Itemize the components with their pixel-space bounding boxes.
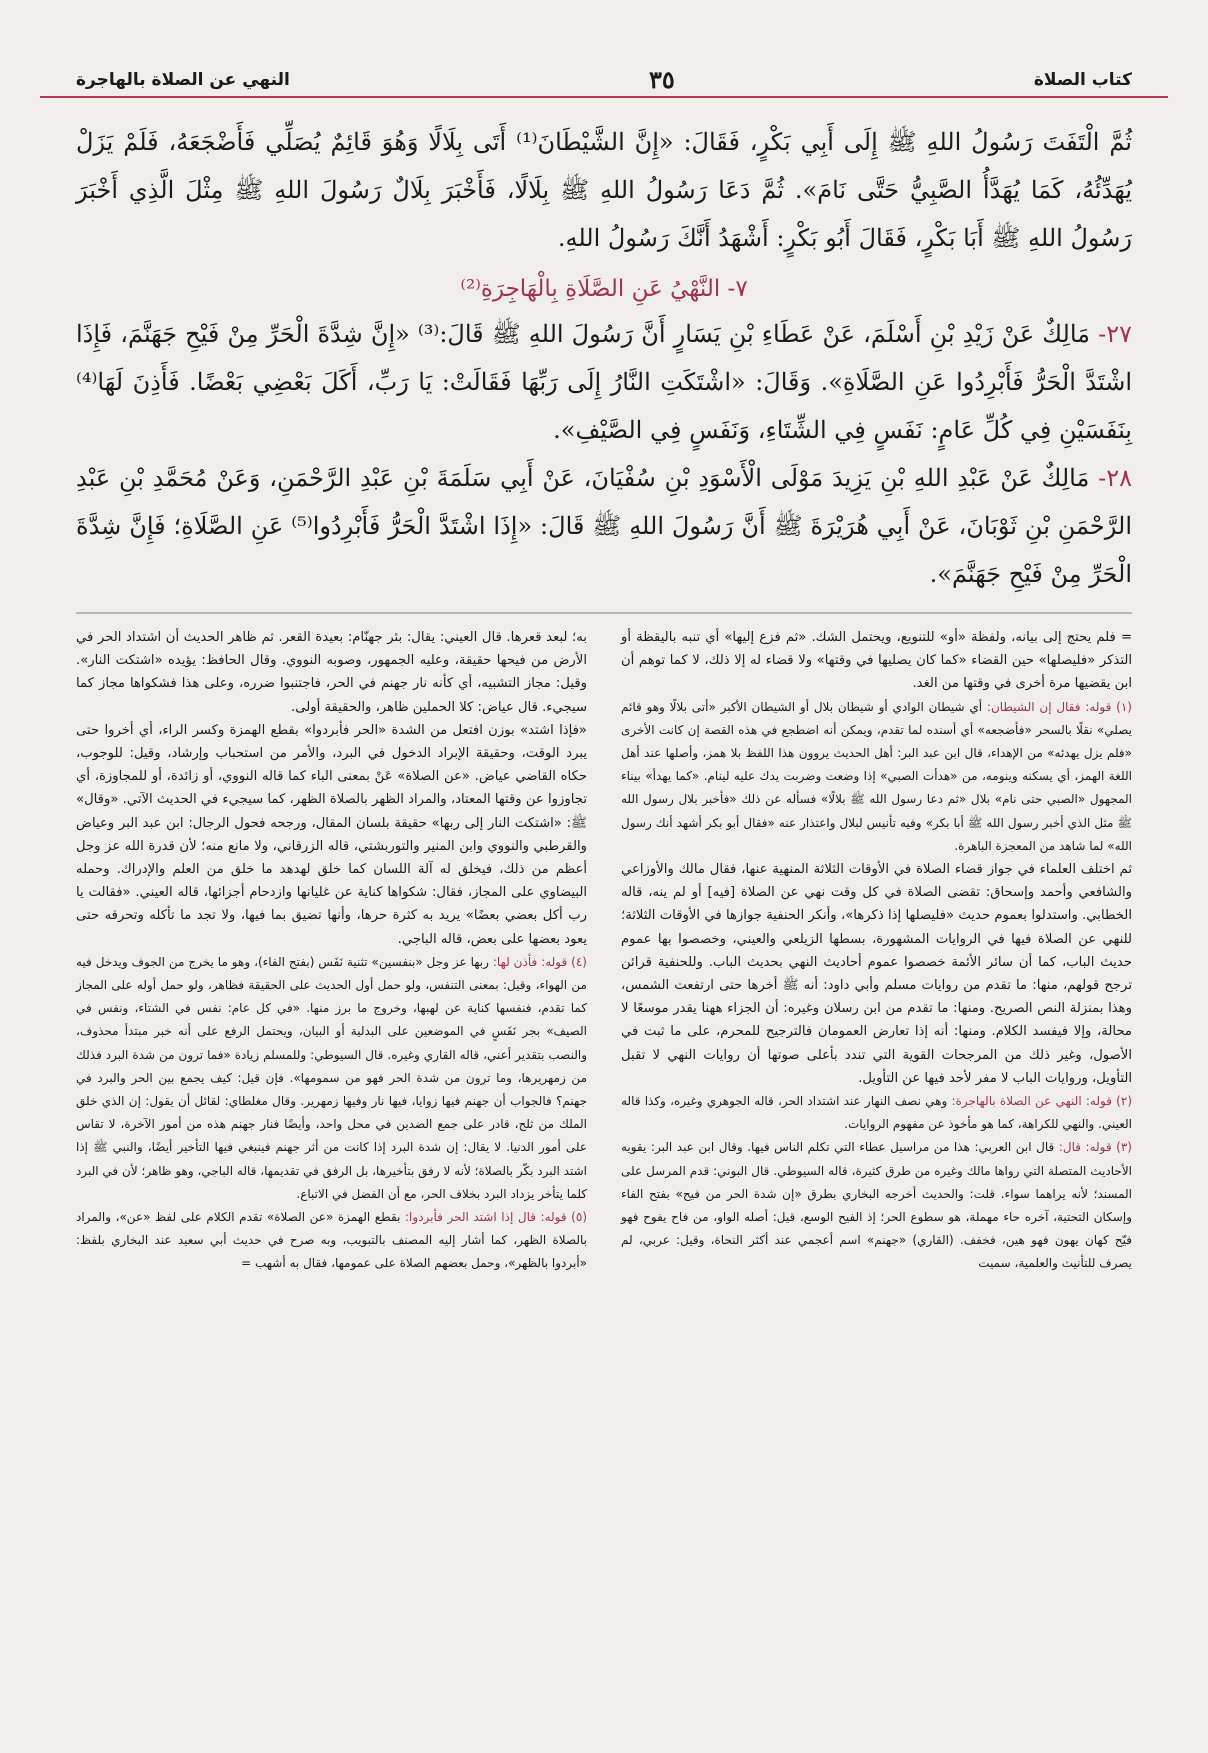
footnote-text: بقطع الهمزة «عن الصلاة» تقدم الكلام على لفظ «عن»، والمراد بالصلاة الظهر، كما أشار إليه المصنف بالتبويب، وبه صرح في حديث أبي سعيد عند البخاري بلفظ: «أبردوا بالظهر»، وحمل بعضهم الصلاة على عمومها، فقال به أشهب =: [76, 1210, 587, 1271]
footnote-4: [76, 951, 587, 1206]
footnote-1: [621, 696, 1132, 858]
footnote-text: أي شيطان الوادي أو شيطان بلال أو الشيطان الأكبر «أتى بلالًا وهو قائم يصلي» نقلًا بالسحر «فأضجعه» أي أسنده لما تقدم، ويمكن أنه اضطجع في هذه القصة إن كانت الأخرى «فلم يزل يهدئه» من الإهداء، قال ابن عبد البر: أهل الحديث يروون هذا اللفظ بلا همز، وأصلها عند أهل اللغة الهمز، أي يسكنه وينومه، من «هدأت الصبي» إذا وضعت وضربت يدك عليه لينام. «كما يهدأ» بيناء المجهول «الصبي حتى نام» بلال «ثم دعا رسول الله ﷺ بلالًا» فسأله عن ذلك «فأخبر بلال رسول الله ﷺ مثل الذي أخبر رسول الله ﷺ أبا بكر» وفيه تأنيس لبلال واعتذار عنه «فقال أبو بكر أشهد أنك رسول الله» لما شاهد من المعجزة الباهرة.: [621, 699, 1132, 853]
footnote-text: قال ابن العربي: هذا من مراسيل عطاء التي تكلم الناس فيها. وقال ابن عبد البر: يقويه الأحاديث المتصلة التي رواها مالك وغيره من طرق كثيرة، قاله السيوطي. قال البوني: قدم المرسل على المسند؛ لأنه يراهما سواء. قلت: والحديث أخرجه البخاري بطرق «إن شدة الحر من فيح» بفتح الفاء وإسكان التحتية، آخره حاء مهملة، هو سطوع الحر؛ إذ الفيح الوسع، قيل: أصله الواو، من فاح يفوح فهو فيّح كهان يهون فهو هين، فخفف. (القاري) «جهنم» اسم أعجمي عند أكثر النحاة، وقيل: عربي، لم يصرف للتأنيث والعلمية، سميت: [621, 1140, 1132, 1271]
footnote-label: (٥) قوله: قال إذا اشتد الحر فأبردوا:: [405, 1210, 587, 1225]
commentary-left-column: [76, 626, 587, 1276]
commentary-right-column: [621, 626, 1132, 1276]
hadith-28: [76, 454, 1132, 598]
note-text: به؛ لبعد قعرها. قال العيني: يقال: بئر جهنّام: بعيدة القعر. ثم ظاهر الحديث أن اشتداد الحر في الأرض من فيحها حقيقة، وعليه الجمهور، وصوبه النووي. وقال الحافظ: يؤيده «اشتكت النار». وقيل: مجاز التشبيه، أي كأنه نار جهنم في الحر، فاجتنبوا ضرره، وعلى هذا فشكواها مجاز كما سيجيء. قال عياض: كلا الحملين ظاهر، والحقيقة أولى.: [76, 630, 587, 715]
hadith-number: ٢٧-: [1098, 320, 1132, 348]
hadith-27: [76, 310, 1132, 454]
note-text: = فلم يحتج إلى بيانه، ولفظة «أو» للتنويع، ويحتمل الشك. «ثم فزع إليها» أي تنبه باليقظة أو التذكر «فليصلها» حين القضاء «كما كان يصليها في وقتها» ولا قضاء له إلا ذلك، لا كما توهم أن ابن يقضيها مرة أخرى في وقتها من الغد.: [621, 630, 1132, 692]
footnote-label: (٤) قوله: فأذن لها:: [492, 954, 587, 969]
book-title: كتاب الصلاة: [1033, 70, 1132, 90]
footnote-2: [621, 1090, 1132, 1136]
main-text: [40, 118, 1168, 598]
commentary: [40, 614, 1168, 1276]
page-header: [40, 44, 1168, 98]
note-text: ثم اختلف العلماء في جواز قضاء الصلاة في الأوقات الثلاثة المنهية عنها، فقال مالك والأوزاعي والشافعي وأحمد وإسحاق: تقضى الصلاة في كل وقت نهي عن الصلاة [فيه] أو لم ينه، قاله الخطابي. واستدلوا بعموم حديث «فليصلها إذا ذكرها»، وأنكر الحنفية جوازها في الأوقات الثلاثة؛ للنهي عن الصلاة فيها في الروايات المشهورة، بسطها الزيلعي والعيني، وخصصوا بها عموم حديث الباب، كما أن سائر الأئمة خصصوا عموم أحاديث النهي بحديث الباب. وللحنفية قرائن ترجح قولهم، منها: ما تقدم من روايات مسلم وأبي داود: أنه ﷺ أخرها حتى ارتفعت الشمس، وهذا بمنزلة النص الصريح. ومنها: ما تقدم من ابن رسلان وغيره: أن الجزاء ههنا يقدر موسعًا لا محالة، وإلا فيفسد الكلام. ومنها: أنه إذا تعارض العمومان فالترجيح للمحرم، على ما ثبت في الأصول، وغير ذلك من المرجحات القوية التي تندد بأعلى صوتها أن روايات النهي لا تقبل التأويل، وروايات الباب لا مفر لأحد فيها عن التأويل.: [621, 862, 1132, 1086]
note-text: «فإذا اشتد» بوزن افتعل من الشدة «الحر فأبردوا» بقطع الهمزة وكسر الراء، أي أخروا حتى يبرد الوقت، وحقيقة الإبراد الدخول في البرد، والأمر من استحباب وإرشاد، وقيل: للوجوب، حكاه القاضي عياض. «عن الصلاة» عَنْ بمعنى الباء كما قاله النووي، أو زائدة، أو للمجاوزة، أي تجاوزوا عن وقتها المعتاد، والمراد الظهر بالصلاة الظهر، كما سيجيء في الحديث الآتي. «وقال» ﷺ: «اشتكت النار إلى ربها» حقيقة بلسان المقال، ورجحه فحول الرجال: ابن عبد البر وعياض والقرطبي والنووي وابن المنير والتوربشتي، قاله الزرقاني، ولا مانع منه؛ لأن قدرة الله عز وجل أعظم من ذلك، فيخلق له آلة اللسان كما خلق لهدهد ما خلق من العلم والإدراك. وحمله البيضاوي على المجاز، فقال: شكواها كناية عن غليانها وازدحام أجزائها، قاله العيني. «فقالت يا رب أكل بعضي بعضًا» يريد به كثرة حرها، وأنها تضيق بما فيها، ولا تجد ما تأكله وتحرقه حتى يعود بعضها على بعض، قاله الباجي.: [76, 722, 587, 947]
footnote-3: [621, 1136, 1132, 1275]
page-number: ٣٥: [648, 65, 675, 94]
footnote-label: (١) قوله: فقال إن الشيطان:: [986, 699, 1132, 714]
hadith-number: ٢٨-: [1098, 464, 1132, 492]
hadith-text: مَالِكٌ عَنْ عَبْدِ اللهِ بْنِ يَزِيدَ مَوْلَى الْأَسْوَدِ بْنِ سُفْيَانَ، عَنْ أَبِي سَلَمَةَ بْنِ عَبْدِ الرَّحْمَنِ، وَعَنْ مُحَمَّدِ بْنِ عَبْدِ الرَّحْمَنِ بْنِ ثَوْبَانَ، عَنْ أَبِي هُرَيْرَةَ ﷺ أَنَّ رَسُولَ اللهِ ﷺ قَالَ: «إِذَا اشْتَدَّ الْحَرُّ فَأَبْرِدُوا⁽⁵⁾ عَنِ الصَّلَاةِ؛ فَإِنَّ شِدَّةَ الْحَرِّ مِنْ فَيْحِ جَهَنَّمَ».: [76, 464, 1132, 588]
footnote-text: ربها عز وجل «بنفسين» تثنية نَفَس (بفتح الفاء)، وهو ما يخرج من الجوف ويدخل فيه من الهواء، وقيل: بمعنى التنفس، ولو حمل أول الحديث على الحقيقة فظاهر، ولو حمل أوله على المجاز كما تقدم، فنفسها كناية عن لهبها، وخروج ما برز منها. «في كل عام: نفس في الشتاء، ونفس في الصيف» بجر نَفَسٍ في الموضعين على البدلية أو البيان، ويحتمل الرفع على أنه خبر مبتدأ محذوف، والنصب بتقدير أعني، قاله القاري وغيره. قال السيوطي: وللمسلم زيادة «فما ترون من شدة البرد فذلك من زمهريرها، وما ترون من شدة الحر فهو من سمومها». فإن قيل: كيف يجمع بين الحر والبرد في جهنم؟ فالجواب أن جهنم فيها زوايا، فيها نار وفيها زمهرير. وقال مغلطاي: لقائل أن يقول: إن الذي خلق الملك من ثلج، قادر على جمع الضدين في محل واحد، وأيضًا فنار جهنم هذه من أمور الآخرة، لا تقاس على أمور الدنيا. لا يقال: إن شدة البرد إذا كانت من أثر جهنم فينبغي فيها التأخير أيضًا، والنبي ﷺ إذا اشتد البرد بكّر بالصلاة؛ لأنه لا رفق بتأخيرها، بل الرفق في تقديمها، قاله الباجي، وهو ظاهر؛ لأن في البرد كلما يتأخر يزداد البرد بخلاف الحر، مع أن الفضل في الاتباع.: [76, 954, 587, 1201]
chapter-running-title: النهي عن الصلاة بالهاجرة: [76, 70, 290, 90]
hadith-text: مَالِكٌ عَنْ زَيْدِ بْنِ أَسْلَمَ، عَنْ عَطَاءِ بْنِ يَسَارٍ أَنَّ رَسُولَ اللهِ ﷺ قَالَ:⁽³⁾ «إِنَّ شِدَّةَ الْحَرِّ مِنْ فَيْحِ جَهَنَّمَ، فَإِذَا اشْتَدَّ الْحَرُّ فَأَبْرِدُوا عَنِ الصَّلَاةِ». وَقَالَ: «اشْتَكَتِ النَّارُ إِلَى رَبِّهَا فَقَالَتْ: يَا رَبِّ، أَكَلَ بَعْضِي بَعْضًا. فَأَذِنَ لَهَا⁽⁴⁾ بِنَفَسَيْنِ فِي كُلِّ عَامٍ: نَفَسٍ فِي الشِّتَاءِ، وَنَفَسٍ فِي الصَّيْفِ».: [76, 320, 1132, 444]
main-paragraph: ثُمَّ الْتَفَتَ رَسُولُ اللهِ ﷺ إِلَى أَبِي بَكْرٍ، فَقَالَ: «إِنَّ الشَّيْطَانَ⁽¹⁾ أَتَى بِلَالًا وَهُوَ قَائِمٌ يُصَلِّي فَأَضْجَعَهُ، فَلَمْ يَزَلْ يُهَدِّئُهُ، كَمَا يُهَدَّأُ الصَّبِيُّ حَتَّى نَامَ». ثُمَّ دَعَا رَسُولُ اللهِ ﷺ بِلَالًا، فَأَخْبَرَ بِلَالٌ رَسُولَ اللهِ ﷺ مِثْلَ الَّذِي أَخْبَرَ رَسُولُ اللهِ ﷺ أَبَا بَكْرٍ، فَقَالَ أَبُو بَكْرٍ: أَشْهَدُ أَنَّكَ رَسُولُ اللهِ.: [76, 128, 1133, 252]
footnote-text: وهي نصف النهار عند اشتداد الحر، قاله الجوهري وغيره، وكذا قاله العيني. والنهي للكراهة، كما هو مأخوذ عن مفهوم الروايات.: [621, 1094, 1132, 1132]
footnote-5: [76, 1206, 587, 1276]
footnote-label: (٣) قوله: قال:: [1058, 1140, 1132, 1155]
chapter-heading: ٧- النَّهْيُ عَنِ الصَّلَاةِ بِالْهَاجِرَةِ⁽²⁾: [460, 276, 748, 302]
footnote-label: (٢) قوله: النهي عن الصلاة بالهاجرة:: [951, 1094, 1132, 1109]
